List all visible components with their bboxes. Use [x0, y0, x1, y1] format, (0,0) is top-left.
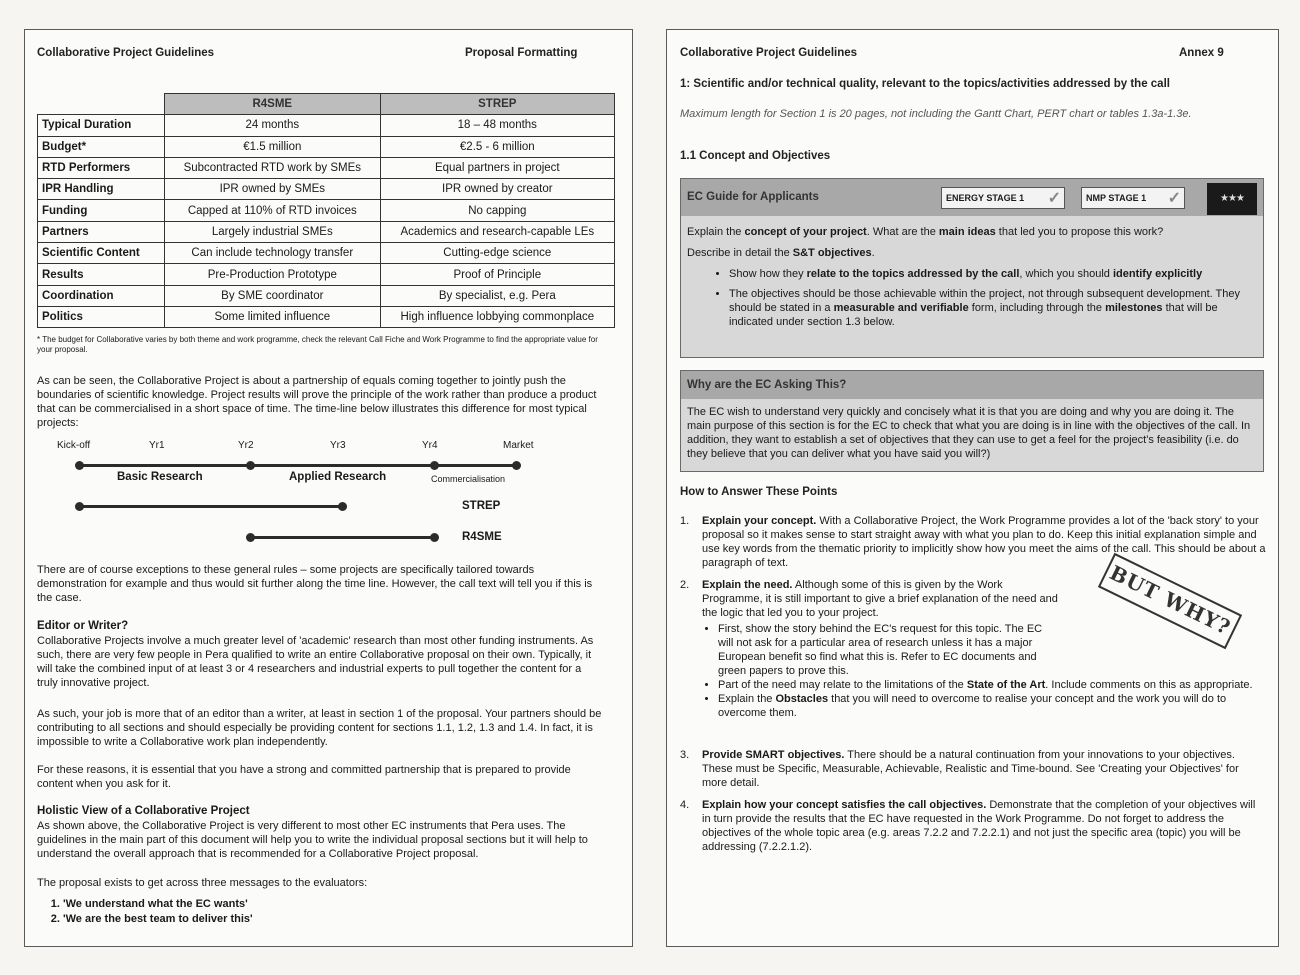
table-cell: Academics and research-capable LEs: [380, 221, 614, 242]
table-row: [38, 264, 615, 285]
answer-bold: Explain your concept.: [702, 515, 817, 527]
answer-item: [680, 514, 1266, 570]
table-cell: Capped at 110% of RTD invoices: [165, 200, 381, 221]
milestone-label: Yr4: [422, 440, 438, 451]
column-header-strep: STREP: [380, 94, 614, 115]
table-cell: Largely industrial SMEs: [165, 221, 381, 242]
table-cell: Subcontracted RTD work by SMEs: [165, 157, 381, 178]
r4sme-bar: [250, 536, 434, 539]
how-heading: How to Answer These Points: [680, 486, 838, 498]
right-header-annex: Annex 9: [1179, 47, 1224, 59]
ec-guide-box: [680, 178, 1264, 358]
strep-bar-label: STREP: [462, 500, 501, 512]
table-row: [38, 285, 615, 306]
row-label: RTD Performers: [38, 157, 165, 178]
holistic-paragraph: As shown above, the Collaborative Project is very different to most other EC instruments that Pera uses. The guidelines in the main part of this document will help you to write the individual proposal sections but it will help to understand the overall approach that is recommended for a Collaborative Project proposal.: [37, 820, 588, 860]
table-cell: €2.5 - 6 million: [380, 136, 614, 157]
row-label: Funding: [38, 200, 165, 221]
answer-item: [680, 798, 1266, 854]
row-label: Budget*: [38, 136, 165, 157]
exceptions-paragraph: There are of course exceptions to these general rules – some projects are specifically tailored towards demonstration for example and thus would sit further along the time line. However, the call text will tell you if this is the case.: [37, 564, 593, 604]
why-box: [680, 370, 1264, 472]
timeline-dot: [75, 461, 84, 470]
row-label: Results: [38, 264, 165, 285]
table-cell: IPR owned by SMEs: [165, 179, 381, 200]
messages-list: [37, 897, 253, 927]
right-page: [666, 29, 1279, 947]
answer-item: [680, 748, 1266, 790]
answer-number: 1.: [680, 515, 690, 527]
row-label: Coordination: [38, 285, 165, 306]
editor-heading: Editor or Writer?: [37, 620, 129, 632]
timeline-main-line: [79, 464, 519, 467]
list-item: 1. 'We understand what the EC wants': [63, 897, 253, 912]
milestone-label: Market: [503, 440, 534, 451]
messages-intro: The proposal exists to get across three messages to the evaluators:: [37, 877, 368, 889]
row-label: Scientific Content: [38, 243, 165, 264]
answer-text: There should be a natural continuation from your innovations to your objectives. These must be Specific, Measurable, Achievable, Realistic and Time-bound. See 'Creating your Objectives' for more detail.: [702, 749, 1239, 789]
but-why-stamp: BUT WHY?: [1098, 553, 1242, 649]
timeline-dot: [246, 533, 255, 542]
phase-basic-research: Basic Research: [117, 471, 203, 483]
check-icon: ✓: [1047, 190, 1061, 207]
list-item: • The objectives should be those achievable within the project, not through subsequent development. They should be stated in a measurable and verifiable form, including through the milestones that will be indicated under section 1.3 below.: [729, 287, 1263, 329]
answer-text: Demonstrate that the completion of your objectives will in turn provide the results that the EC have requested in the Work Programme. Do not forget to address the objectives of the whole topic area (e.g. areas 7.2.2 and 7.2.2.1) and not just the specific area (topic) you will be addressing (7.2.2.1.2).: [702, 799, 1256, 853]
table-row: [38, 157, 615, 178]
table-cell: IPR owned by creator: [380, 179, 614, 200]
job-paragraph: As such, your job is more that of an editor than a writer, at least in section 1 of the proposal. Your partners should be contributing to all sections and should especially be providing content for sections 1.1, 1.2, 1.3 and 1.4. In fact, it is impossible to write a Collaborative work plan independently.: [37, 708, 602, 748]
table-cell: Can include technology transfer: [165, 243, 381, 264]
table-cell: 18 – 48 months: [380, 115, 614, 136]
list-item: • Explain the Obstacles that you will need to overcome to realise your concept and the work you will do to overcome them.: [718, 692, 1266, 720]
holistic-heading: Holistic View of a Collaborative Project: [37, 805, 250, 817]
row-label: Partners: [38, 221, 165, 242]
list-item: 2. 'We are the best team to deliver this': [63, 912, 253, 927]
ec-guide-line: Explain the concept of your project. What are the main ideas that led you to propose this work?: [687, 226, 1164, 238]
section-title: 1: Scientific and/or technical quality, relevant to the topics/activities addressed by the call: [680, 78, 1170, 90]
timeline-dot: [246, 461, 255, 470]
timeline-dot: [338, 502, 347, 511]
answer-text: With a Collaborative Project, the Work Programme provides a lot of the 'back story' to your proposal so it makes sense to start straight away with what you plan to do. Keep this initial explanation simple and use key words from the thematic priority to implicitly show how you meet the aims of the call. This should be about a paragraph of text.: [702, 515, 1266, 569]
energy-stage-badge: [941, 187, 1065, 209]
right-header-title: Collaborative Project Guidelines: [680, 47, 858, 59]
answer-number: 4.: [680, 799, 690, 811]
timeline-dot: [75, 502, 84, 511]
r4sme-bar-label: R4SME: [462, 531, 502, 543]
list-item: • Part of the need may relate to the limitations of the State of the Art. Include comments on this as appropriate.: [718, 678, 1266, 692]
table-cell: Pre-Production Prototype: [165, 264, 381, 285]
table-row: [38, 306, 615, 327]
table-cell: Proof of Principle: [380, 264, 614, 285]
answer-bold: Explain the need.: [702, 579, 793, 591]
subsection-title: 1.1 Concept and Objectives: [680, 150, 831, 162]
table-cell: No capping: [380, 200, 614, 221]
left-header-title: Collaborative Project Guidelines: [37, 47, 215, 59]
list-item: • First, show the story behind the EC's request for this topic. The EC will not ask for a particular area of research unless it has a major European benefit so find what this is. Refer to EC documents and green papers to prove this.: [718, 622, 1056, 678]
timeline-dot: [512, 461, 521, 470]
answer-text: Although some of this is given by the Work Programme, it is still important to give a brief explanation of the need and the logic that led you to your project.: [702, 579, 1058, 619]
phase-commercialisation: Commercialisation: [431, 474, 506, 484]
left-header-section: Proposal Formatting: [465, 47, 578, 59]
table-row: [38, 221, 615, 242]
answer-number: 3.: [680, 749, 690, 761]
row-label: Politics: [38, 306, 165, 327]
editor-paragraph: Collaborative Projects involve a much greater level of 'academic' research than most other funding instruments. As such, there are very few people in Pera qualified to write an entire Collaborative proposal on their own. Typically, it will take the combined input of at least 3 or 4 researchers and industrial experts to pull together the content for a truly innovative project.: [37, 635, 594, 689]
max-length-note: Maximum length for Section 1 is 20 pages, not including the Gantt Chart, PERT chart or tables 1.3a-1.3e.: [680, 108, 1192, 120]
why-box-title: Why are the EC Asking This?: [681, 371, 1263, 399]
eu-flag-icon: ★★★: [1207, 183, 1257, 215]
ec-guide-body: [681, 216, 1263, 260]
reasons-paragraph: For these reasons, it is essential that you have a strong and committed partnership that is prepared to provide content when you ask for it.: [37, 764, 571, 790]
table-footnote: * The budget for Collaborative varies by both theme and work programme, check the relevant Call Fiche and Work Programme to find the appropriate value for your proposal.: [37, 335, 598, 354]
table-row: [38, 136, 615, 157]
phase-applied-research: Applied Research: [289, 471, 387, 483]
table-cell: By SME coordinator: [165, 285, 381, 306]
milestone-label: Yr2: [238, 440, 254, 451]
table-cell: 24 months: [165, 115, 381, 136]
table-cell: By specialist, e.g. Pera: [380, 285, 614, 306]
table-cell: Cutting-edge science: [380, 243, 614, 264]
table-corner: [38, 94, 165, 115]
intro-paragraph: As can be seen, the Collaborative Project is about a partnership of equals coming together to jointly push the boundaries of scientific knowledge. Project results will prove the principle of the work rather than produce a product that can be commercialised in a short space of time. The time-line below illustrates this difference for most typical projects:: [37, 375, 597, 429]
need-bullets: [680, 622, 1266, 720]
row-label: Typical Duration: [38, 115, 165, 136]
ec-guide-title-text: EC Guide for Applicants: [687, 191, 819, 203]
milestone-label: Yr3: [330, 440, 346, 451]
table-row: [38, 243, 615, 264]
ec-guide-bullets: [681, 267, 1263, 329]
check-icon: ✓: [1167, 190, 1181, 207]
milestone-label: Kick-off: [57, 440, 91, 451]
comparison-table: [37, 93, 615, 328]
strep-bar: [79, 505, 343, 508]
answer-bold: Provide SMART objectives.: [702, 749, 845, 761]
column-header-r4sme: R4SME: [165, 94, 381, 115]
table-row: [38, 179, 615, 200]
timeline-dot: [430, 461, 439, 470]
table-row: [38, 115, 615, 136]
timeline-dot: [430, 533, 439, 542]
table-cell: Equal partners in project: [380, 157, 614, 178]
table-cell: €1.5 million: [165, 136, 381, 157]
why-box-text: The EC wish to understand very quickly and concisely what it is that you are doing and why you are doing it. The main purpose of this section is for the EC to check that what you are doing is in line with the objectives of the call. In addition, they want to establish a set of objectives that they can use to get a feel for the project's feasibility (i.e. do they believe that you can deliver what you have said you will?): [687, 406, 1251, 460]
table-cell: High influence lobbying commonplace: [380, 306, 614, 327]
row-label: IPR Handling: [38, 179, 165, 200]
answer-number: 2.: [680, 579, 690, 591]
badge-label: ENERGY STAGE 1: [946, 193, 1025, 203]
ec-guide-line: Describe in detail the S&T objectives.: [687, 247, 875, 259]
nmp-stage-badge: [1081, 187, 1185, 209]
left-page: [24, 29, 633, 947]
milestone-label: Yr1: [149, 440, 165, 451]
badge-label: NMP STAGE 1: [1086, 193, 1147, 203]
list-item: • Show how they relate to the topics addressed by the call, which you should identify explicitly: [729, 267, 1263, 281]
table-row: [38, 200, 615, 221]
table-cell: Some limited influence: [165, 306, 381, 327]
answer-bold: Explain how your concept satisfies the call objectives.: [702, 799, 987, 811]
